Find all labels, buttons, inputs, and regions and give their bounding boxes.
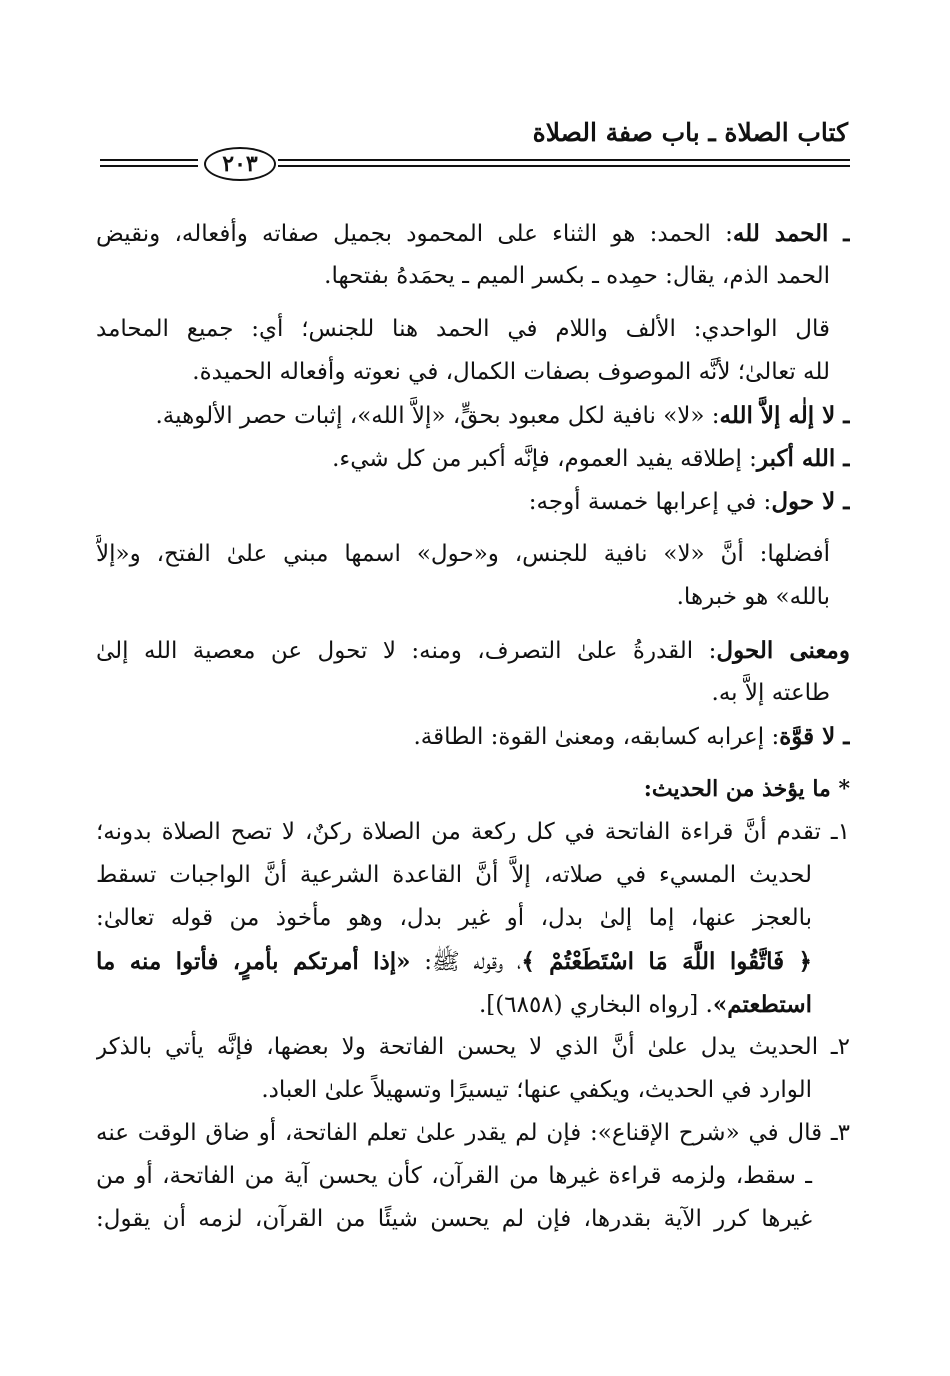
- page-number: ٢٠٣: [204, 147, 276, 181]
- text-line: استطعتم». [رواه البخاري (٦٨٥٨)].: [478, 991, 812, 1018]
- header-rule-right: [278, 159, 850, 167]
- text-line: ـ لا قوَّة: إعرابه كسابقه، ومعنىٰ القوة: الطاقة.: [413, 723, 850, 750]
- text-line: بالله» هو خبرها.: [676, 584, 830, 610]
- text-line: ـ لا حول: في إعرابها خمسة أوجه:: [528, 488, 850, 515]
- text-line: طاعته إلاَّ به.: [711, 680, 830, 706]
- text-line: أفضلها: أنَّ «لا» نافية للجنس، و«حول» اسمها مبني علىٰ الفتح، و«إلاَّ: [96, 541, 830, 567]
- text-line: ومعنى الحول: القدرةُ علىٰ التصرف، ومنه: لا تحول عن معصية الله إلىٰ: [96, 637, 850, 664]
- text-line: ٣ـ قال في «شرح الإقناع»: فإن لم يقدر علىٰ تعلم الفاتحة، أو ضاق الوقت عنه: [96, 1120, 850, 1146]
- text-line: ٢ـ الحديث يدل علىٰ أنَّ الذي لا يحسن الفاتحة ولا بعضها، فإنَّه يأتي بالذكر: [96, 1034, 850, 1060]
- text-line: غيرها كرر الآية بقدرها، فإن لم يحسن شيئًا من القرآن، لزمه أن يقول:: [96, 1206, 812, 1232]
- text-line: لله تعالىٰ؛ لأنَّه الموصوف بصفات الكمال، في نعوته وأفعاله الحميدة.: [192, 359, 830, 385]
- header-rule-left: [100, 159, 198, 167]
- page-body: [96, 212, 850, 1241]
- text-line: ـ لا إلٰه إلاَّ الله: «لا» نافية لكل معبود بحقٍّ، «إلاَّ الله»، إثبات حصر الألوهية.: [155, 402, 850, 429]
- text-line: بالعجز عنها، إما إلىٰ بدل، أو غير بدل، وهو مأخوذ من قوله تعالىٰ:: [96, 905, 812, 931]
- header-rule: [100, 145, 850, 185]
- text-line: ـ الحمد لله: الحمد: هو الثناء على المحمود بجميل صفاته وأفعاله، ونقيض: [96, 220, 850, 247]
- text-line: ١ـ تقدم أنَّ قراءة الفاتحة في كل ركعة من الصلاة ركنٌ، لا تصح الصلاة بدونه؛: [96, 819, 850, 845]
- text-line: الوارد في الحديث، ويكفي عنها؛ تيسيرًا وتسهيلاً علىٰ العباد.: [261, 1077, 812, 1103]
- running-title: كتاب الصلاة ـ باب صفة الصلاة: [532, 118, 848, 147]
- text-line: ـ الله أكبر: إطلاقه يفيد العموم، فإنَّه أكبر من كل شيء.: [332, 445, 850, 472]
- section-heading: * ما يؤخذ من الحديث:: [643, 776, 850, 802]
- text-line: قال الواحدي: الألف واللام في الحمد هنا للجنس؛ أي: جميع المحامد: [96, 316, 830, 342]
- text-line: ﴿ فَاتَّقُوا اللَّهَ مَا اسْتَطَعْتُمْ ﴾، وقوله ﷺ: «إذا أمرتكم بأمرٍ، فأتوا منه ما: [96, 948, 812, 975]
- text-line: ـ سقط، ولزمه قراءة غيرها من القرآن، كأن يحسن آية من الفاتحة، أو من: [96, 1163, 812, 1189]
- text-line: لحديث المسيء في صلاته، إلاَّ أنَّ القاعدة الشرعية أنَّ الواجبات تسقط: [96, 862, 812, 888]
- text-line: الحمد الذم، يقال: حمِده ـ بكسر الميم ـ يحمَدهُ بفتحها.: [324, 263, 830, 289]
